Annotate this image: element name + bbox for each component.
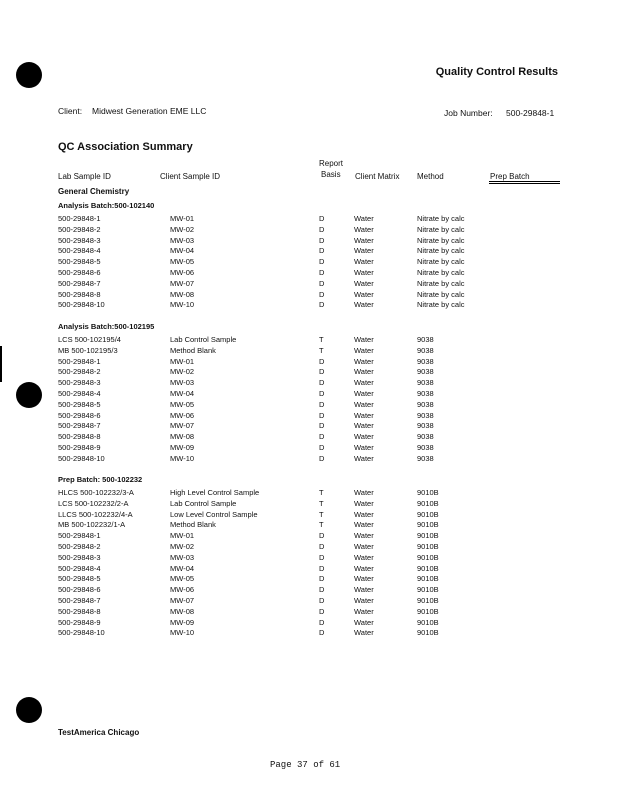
client-sample-id: MW-10 [170,628,195,638]
client-sample-id: MW-07 [170,421,195,431]
table-row [0,499,618,510]
lab-sample-id: 500-29848-6 [58,268,101,277]
table-row [0,421,618,432]
column-header-lab-sample-id: Lab Sample ID [58,172,111,181]
method: 9010B [417,488,439,497]
report-basis: D [319,278,325,288]
report-basis: D [319,214,325,223]
client-sample-id: High Level Control Sample [170,488,260,497]
method: Nitrate by calc [417,257,465,267]
method: Nitrate by calc [417,289,465,299]
report-basis: D [319,257,325,267]
page-number: Page 37 of 61 [270,760,341,770]
lab-sample-id: 500-29848-8 [58,432,101,442]
table-row [0,488,618,499]
table-row [0,454,618,465]
table-row [0,257,618,268]
method: 9038 [417,367,434,377]
client-matrix: Water [354,257,374,267]
job-number-label: Job Number: [444,108,493,118]
group-title: Prep Batch: 500-102232 [58,475,143,484]
table-row [0,268,618,279]
report-basis: D [319,235,325,245]
report-basis: D [319,531,325,541]
client-sample-id: Method Blank [170,345,216,355]
lab-sample-id: 500-29848-10 [58,628,105,638]
lab-sample-id: MB 500-102232/1-A [58,520,126,530]
job-number: 500-29848-1 [506,108,555,118]
report-basis: D [319,542,325,551]
client-matrix: Water [354,356,374,366]
client-matrix: Water [354,300,374,310]
table-row [0,357,618,368]
method: 9010B [417,585,439,595]
report-basis: D [319,596,325,605]
client-sample-id: Lab Control Sample [170,335,237,344]
table-row [0,246,618,257]
lab-sample-id: 500-29848-5 [58,574,101,584]
client-matrix: Water [354,410,374,420]
client-matrix: Water [354,335,374,344]
client-matrix: Water [354,488,374,497]
table-row [0,585,618,596]
lab-sample-id: HLCS 500-102232/3-A [58,488,134,497]
table-row [0,367,618,378]
client-sample-id: MW-02 [170,224,195,234]
client-matrix: Water [354,453,374,463]
report-basis: D [319,432,325,442]
client-matrix: Water [354,574,374,584]
lab-sample-id: 500-29848-7 [58,596,101,605]
report-basis: D [319,246,325,256]
method: 9038 [417,399,434,409]
column-header-method: Method [417,172,444,181]
lab-sample-id: 500-29848-6 [58,585,101,595]
client-matrix: Water [354,585,374,595]
table-row [0,628,618,639]
method: Nitrate by calc [417,235,465,245]
client-sample-id: MW-02 [170,367,195,377]
client-matrix: Water [354,278,374,288]
report-basis: D [319,410,325,420]
client-sample-id: MW-05 [170,399,195,409]
client-sample-id: MW-01 [170,356,195,366]
client-matrix: Water [354,224,374,234]
lab-sample-id: 500-29848-5 [58,399,101,409]
client-sample-id: MW-08 [170,432,195,442]
report-basis: D [319,300,325,310]
client-matrix: Water [354,421,374,431]
lab-sample-id: 500-29848-4 [58,563,101,573]
method: 9010B [417,628,439,638]
report-basis: D [319,268,325,277]
client-sample-id: MW-08 [170,289,195,299]
table-row [0,300,618,311]
client-sample-id: MW-07 [170,278,195,288]
lab-sample-id: 500-29848-2 [58,542,101,551]
method: 9038 [417,335,434,344]
table-row [0,225,618,236]
lab-sample-id: 500-29848-8 [58,606,101,616]
lab-sample-id: 500-29848-1 [58,531,101,541]
lab-sample-id: 500-29848-2 [58,367,101,377]
client-matrix: Water [354,399,374,409]
lab-sample-id: LCS 500-102195/4 [58,335,121,344]
report-title: Quality Control Results [435,66,558,78]
client-matrix: Water [354,345,374,355]
lab-sample-id: 500-29848-4 [58,246,101,256]
report-basis: D [319,552,325,562]
table-row [0,400,618,411]
method: 9010B [417,563,439,573]
client-sample-id: MW-02 [170,542,195,551]
report-basis: T [319,335,324,344]
client-matrix: Water [354,552,374,562]
client-matrix: Water [354,509,374,519]
report-basis: D [319,628,325,638]
method: 9038 [417,453,434,463]
table-row [0,335,618,346]
table-row [0,531,618,542]
binder-hole-bottom [16,697,42,723]
method: 9010B [417,617,439,627]
report-basis: D [319,617,325,627]
method: 9038 [417,378,434,388]
method: 9010B [417,596,439,605]
client-sample-id: MW-09 [170,443,195,452]
table-row [0,542,618,553]
table-row [0,618,618,629]
method: 9010B [417,552,439,562]
client-matrix: Water [354,289,374,299]
client-matrix: Water [354,606,374,616]
lab-sample-id: 500-29848-4 [58,389,101,398]
binder-hole-top [16,62,42,88]
lab-sample-id: 500-29848-7 [58,278,101,288]
method: 9010B [417,542,439,551]
table-row [0,510,618,521]
lab-sample-id: 500-29848-9 [58,617,101,627]
report-basis: D [319,453,325,463]
client-sample-id: Method Blank [170,520,216,530]
method: 9038 [417,421,434,431]
report-basis: D [319,356,325,366]
client-sample-id: MW-04 [170,389,195,398]
client-sample-id: MW-03 [170,552,195,562]
table-row [0,411,618,422]
report-basis: D [319,421,325,431]
report-basis: D [319,389,325,398]
client-sample-id: Low Level Control Sample [170,509,258,519]
lab-sample-id: 500-29848-3 [58,552,101,562]
report-basis: T [319,345,324,355]
client-matrix: Water [354,563,374,573]
table-row [0,432,618,443]
method: 9038 [417,345,434,355]
group-title: Analysis Batch:500-102195 [58,322,155,331]
lab-sample-id: 500-29848-10 [58,300,105,310]
summary-title: QC Association Summary [58,141,193,153]
method: Nitrate by calc [417,246,465,256]
lab-sample-id: LCS 500-102232/2-A [58,498,129,508]
lab-name: TestAmerica Chicago [58,728,140,737]
client-sample-id: MW-06 [170,585,195,595]
header-underline-2 [489,183,560,184]
report-basis: T [319,498,324,508]
report-basis: D [319,378,325,388]
client-sample-id: MW-04 [170,246,195,256]
group-title: Analysis Batch:500-102140 [58,201,155,210]
lab-sample-id: 500-29848-3 [58,235,101,245]
method: 9010B [417,574,439,584]
lab-sample-id: 500-29848-3 [58,378,101,388]
table-row [0,520,618,531]
client-sample-id: Lab Control Sample [170,498,237,508]
lab-sample-id: 500-29848-2 [58,224,101,234]
client-matrix: Water [354,268,374,277]
client-sample-id: MW-08 [170,606,195,616]
client-sample-id: MW-03 [170,378,195,388]
table-row [0,346,618,357]
client-sample-id: MW-05 [170,257,195,267]
report-basis: D [319,367,325,377]
table-row [0,607,618,618]
client-sample-id: MW-07 [170,596,195,605]
client-sample-id: MW-10 [170,300,195,310]
section-title: General Chemistry [58,187,130,196]
client-sample-id: MW-01 [170,214,195,223]
table-row [0,574,618,585]
client-matrix: Water [354,542,374,551]
report-basis: D [319,224,325,234]
client-matrix: Water [354,367,374,377]
column-header-report-basis-2: Basis [321,170,341,179]
table-row [0,443,618,454]
client-sample-id: MW-09 [170,617,195,627]
method: Nitrate by calc [417,214,465,223]
column-header-client-matrix: Client Matrix [355,172,400,181]
table-row [0,553,618,564]
report-basis: D [319,443,325,452]
client-matrix: Water [354,432,374,442]
lab-sample-id: LLCS 500-102232/4-A [58,509,133,519]
method: 9010B [417,520,439,530]
client-sample-id: MW-01 [170,531,195,541]
method: 9038 [417,356,434,366]
table-row [0,214,618,225]
client-matrix: Water [354,498,374,508]
client-matrix: Water [354,531,374,541]
report-basis: D [319,585,325,595]
report-basis: D [319,399,325,409]
report-basis: D [319,574,325,584]
client-sample-id: MW-06 [170,268,195,277]
method: 9038 [417,432,434,442]
client-matrix: Water [354,214,374,223]
client-label: Client: [58,106,83,116]
column-header-prep-batch: Prep Batch [490,172,530,181]
report-basis: D [319,289,325,299]
client-sample-id: MW-05 [170,574,195,584]
header-underline [489,181,560,182]
method: 9038 [417,410,434,420]
report-basis: T [319,509,324,519]
client-matrix: Water [354,520,374,530]
client-sample-id: MW-06 [170,410,195,420]
method: 9010B [417,531,439,541]
report-basis: D [319,606,325,616]
lab-sample-id: MB 500-102195/3 [58,345,118,355]
client-matrix: Water [354,389,374,398]
client-sample-id: MW-04 [170,563,195,573]
lab-sample-id: 500-29848-6 [58,410,101,420]
client-matrix: Water [354,628,374,638]
method: Nitrate by calc [417,224,465,234]
client-matrix: Water [354,596,374,605]
method: Nitrate by calc [417,300,465,310]
method: 9010B [417,606,439,616]
client-matrix: Water [354,378,374,388]
client-sample-id: MW-10 [170,453,195,463]
method: 9038 [417,443,434,452]
client-name: Midwest Generation EME LLC [92,106,207,116]
lab-sample-id: 500-29848-7 [58,421,101,431]
table-row [0,378,618,389]
method: Nitrate by calc [417,278,465,288]
method: 9010B [417,509,439,519]
client-matrix: Water [354,617,374,627]
client-matrix: Water [354,246,374,256]
table-row [0,279,618,290]
report-basis: D [319,563,325,573]
table-row [0,564,618,575]
client-sample-id: MW-03 [170,235,195,245]
table-row [0,290,618,301]
report-basis: T [319,488,324,497]
lab-sample-id: 500-29848-1 [58,214,101,223]
method: 9038 [417,389,434,398]
client-matrix: Water [354,443,374,452]
method: Nitrate by calc [417,268,465,277]
table-row [0,236,618,247]
client-matrix: Water [354,235,374,245]
lab-sample-id: 500-29848-5 [58,257,101,267]
method: 9010B [417,498,439,508]
table-row [0,389,618,400]
lab-sample-id: 500-29848-1 [58,356,101,366]
report-basis: T [319,520,324,530]
lab-sample-id: 500-29848-8 [58,289,101,299]
column-header-client-sample-id: Client Sample ID [160,172,221,181]
lab-sample-id: 500-29848-9 [58,443,101,452]
lab-sample-id: 500-29848-10 [58,453,105,463]
table-row [0,596,618,607]
column-header-report-basis-1: Report [319,159,344,168]
